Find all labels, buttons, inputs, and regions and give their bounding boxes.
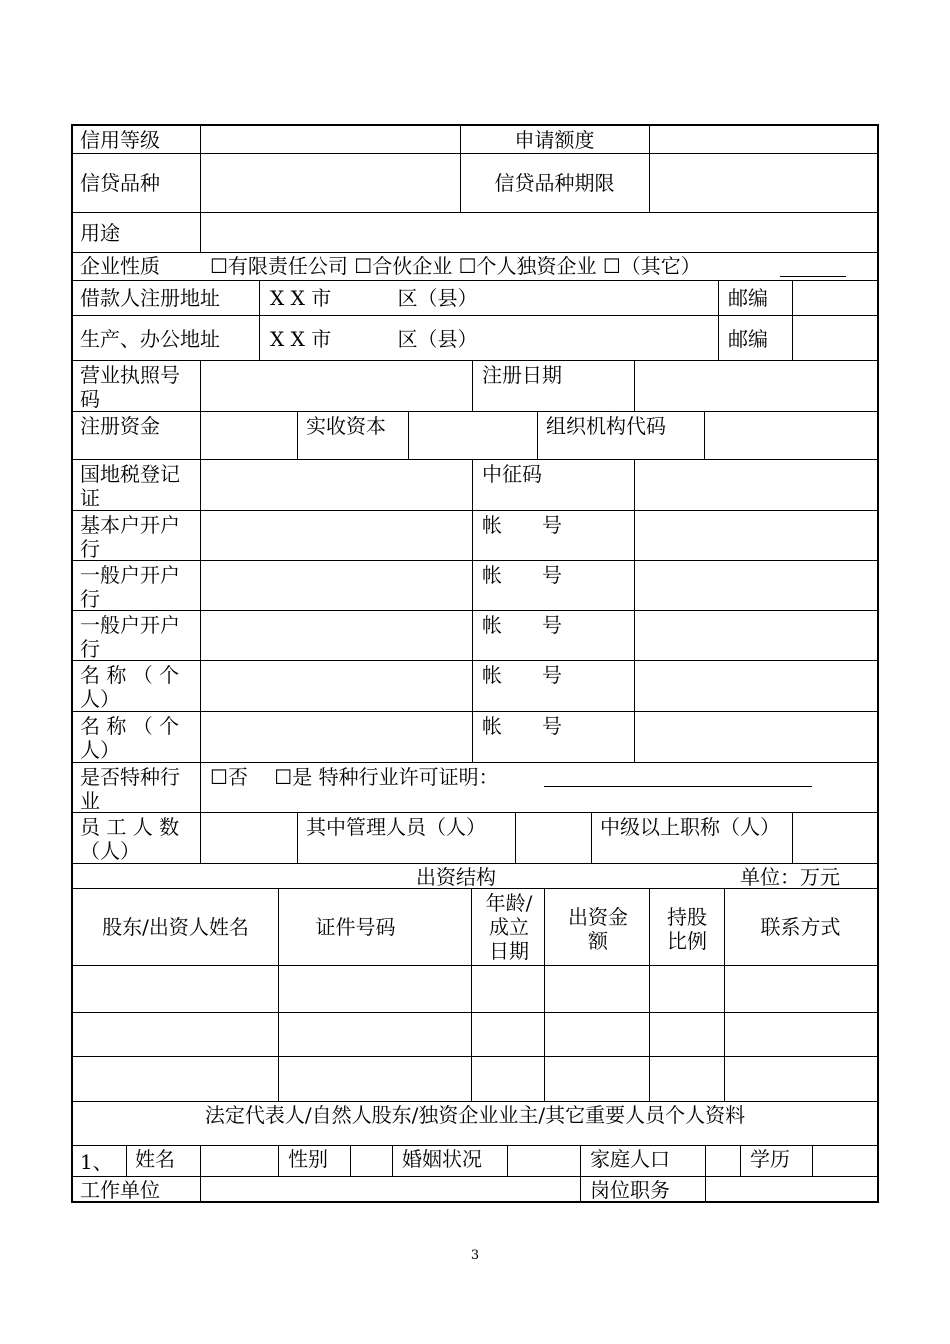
col-line: [200, 1145, 201, 1203]
col-line: [126, 1145, 127, 1176]
row-line: [71, 1012, 879, 1013]
row-line: [71, 280, 879, 281]
label-marital: 婚姻状况: [402, 1147, 482, 1171]
col-line: [792, 280, 793, 360]
label-apply-amount: 申请额度: [514, 128, 595, 152]
label-staff-count: 员 工 人 数（人）: [80, 815, 180, 863]
col-line: [200, 411, 201, 459]
label-capital-structure: 出资结构: [416, 865, 496, 889]
page-number: 3: [470, 1248, 480, 1263]
col-line: [297, 411, 298, 459]
label-education: 学历: [750, 1147, 790, 1171]
personal-info-title: 法定代表人/自然人股东/独资企业业主/其它重要人员个人资料: [204, 1103, 746, 1127]
col-line: [515, 812, 516, 863]
col-line: [200, 212, 201, 252]
col-line: [200, 459, 201, 762]
label-org-code: 组织机构代码: [546, 414, 666, 438]
header-share-ratio: 持股比例: [667, 905, 707, 953]
label-name-personal: 名 称 （ 个人）: [80, 714, 180, 762]
label-name: 姓名: [135, 1147, 175, 1171]
label-account-no: 帐 号: [482, 663, 562, 687]
col-line: [259, 280, 260, 360]
office-address-city-district: X X 市 区（县）: [270, 327, 478, 351]
col-line: [472, 360, 473, 411]
col-line: [472, 459, 473, 762]
row-line: [71, 153, 879, 154]
label-paid-capital: 实收资本: [306, 414, 386, 438]
enterprise-type-options[interactable]: ☐有限责任公司 ☐合伙企业 ☐个人独资企业 ☐（其它）: [210, 254, 701, 278]
col-line: [718, 280, 719, 360]
row-line: [71, 315, 879, 316]
col-line: [649, 124, 650, 212]
reg-address-city-district: X X 市 区（县）: [270, 286, 478, 310]
row-line: [71, 510, 879, 511]
label-credit-term: 信贷品种期限: [494, 171, 615, 195]
special-license-blank[interactable]: [544, 786, 812, 787]
col-line: [649, 888, 650, 1101]
label-postcode: 邮编: [728, 286, 768, 310]
label-reg-address: 借款人注册地址: [80, 286, 220, 310]
label-credit-level: 信用等级: [80, 128, 160, 152]
label-account-no: 帐 号: [482, 563, 562, 587]
header-shareholder-name: 股东/出资人姓名: [102, 915, 249, 939]
col-line: [537, 411, 538, 459]
label-family: 家庭人口: [590, 1147, 670, 1171]
other-type-blank[interactable]: [780, 276, 846, 277]
col-line: [278, 1145, 279, 1176]
label-tax-reg: 国地税登记证: [80, 462, 180, 510]
col-line: [297, 812, 298, 863]
header-contact: 联系方式: [760, 915, 841, 939]
row-line: [71, 212, 879, 213]
header-capital-amount: 出资金额: [568, 905, 628, 953]
label-name-personal: 名 称 （ 个人）: [80, 663, 180, 711]
label-general-bank: 一般户开户行: [80, 563, 180, 611]
label-reg-date: 注册日期: [482, 363, 562, 387]
col-line: [704, 411, 705, 459]
label-basic-bank: 基本户开户行: [80, 513, 180, 561]
col-line: [408, 411, 409, 459]
col-line: [792, 812, 793, 863]
label-account-no: 帐 号: [482, 613, 562, 637]
label-enterprise-type: 企业性质: [80, 254, 160, 278]
row-line: [71, 863, 879, 864]
label-general-bank: 一般户开户行: [80, 613, 180, 661]
label-usage: 用途: [80, 221, 120, 245]
col-line: [580, 1145, 581, 1203]
header-id-number: 证件号码: [315, 915, 396, 939]
row-line: [71, 411, 879, 412]
col-line: [544, 888, 545, 1101]
col-line: [740, 1145, 741, 1176]
col-line: [200, 812, 201, 863]
header-age-date: 年龄/成立日期: [485, 891, 533, 963]
label-special-industry: 是否特种行业: [80, 765, 180, 813]
label-account-no: 帐 号: [482, 714, 562, 738]
label-office-address: 生产、办公地址: [80, 327, 220, 351]
form-border-top: [71, 124, 879, 126]
col-line: [200, 762, 201, 812]
row-line: [71, 762, 879, 763]
label-employer: 工作单位: [80, 1178, 160, 1202]
row-line: [71, 1101, 879, 1102]
col-line: [350, 1145, 351, 1176]
label-gender: 性别: [288, 1147, 328, 1171]
row-line: [71, 1056, 879, 1057]
label-managers: 其中管理人员（人）: [306, 815, 486, 839]
label-postcode: 邮编: [728, 327, 768, 351]
row-line: [71, 711, 879, 712]
label-unit: 单位：万元: [740, 865, 840, 889]
row-line: [71, 965, 879, 966]
col-line: [591, 812, 592, 863]
special-industry-options[interactable]: ☐否 ☐是 特种行业许可证明：: [210, 765, 499, 789]
row-line: [71, 1145, 879, 1146]
label-account-no: 帐 号: [482, 513, 562, 537]
col-line: [634, 459, 635, 762]
col-line: [705, 1145, 706, 1203]
row-line: [71, 360, 879, 361]
col-line: [507, 1145, 508, 1176]
form-border-left: [71, 124, 73, 1203]
col-line: [200, 360, 201, 411]
col-line: [634, 360, 635, 411]
label-credit-product: 信贷品种: [80, 171, 160, 195]
row-line: [71, 459, 879, 460]
label-position: 岗位职务: [590, 1178, 670, 1202]
label-credit-code: 中征码: [482, 462, 542, 486]
col-line: [392, 1145, 393, 1176]
col-line: [471, 888, 472, 1101]
label-item-no: 1、: [80, 1150, 113, 1174]
col-line: [200, 124, 201, 212]
row-line: [71, 252, 879, 253]
label-mid-title: 中级以上职称（人）: [600, 815, 780, 839]
label-reg-capital: 注册资金: [80, 414, 160, 438]
label-license-no: 营业执照号码: [80, 363, 180, 411]
col-line: [812, 1145, 813, 1176]
form-border-right: [877, 124, 879, 1203]
row-line: [71, 1176, 879, 1177]
form-border-bottom: [71, 1201, 879, 1203]
